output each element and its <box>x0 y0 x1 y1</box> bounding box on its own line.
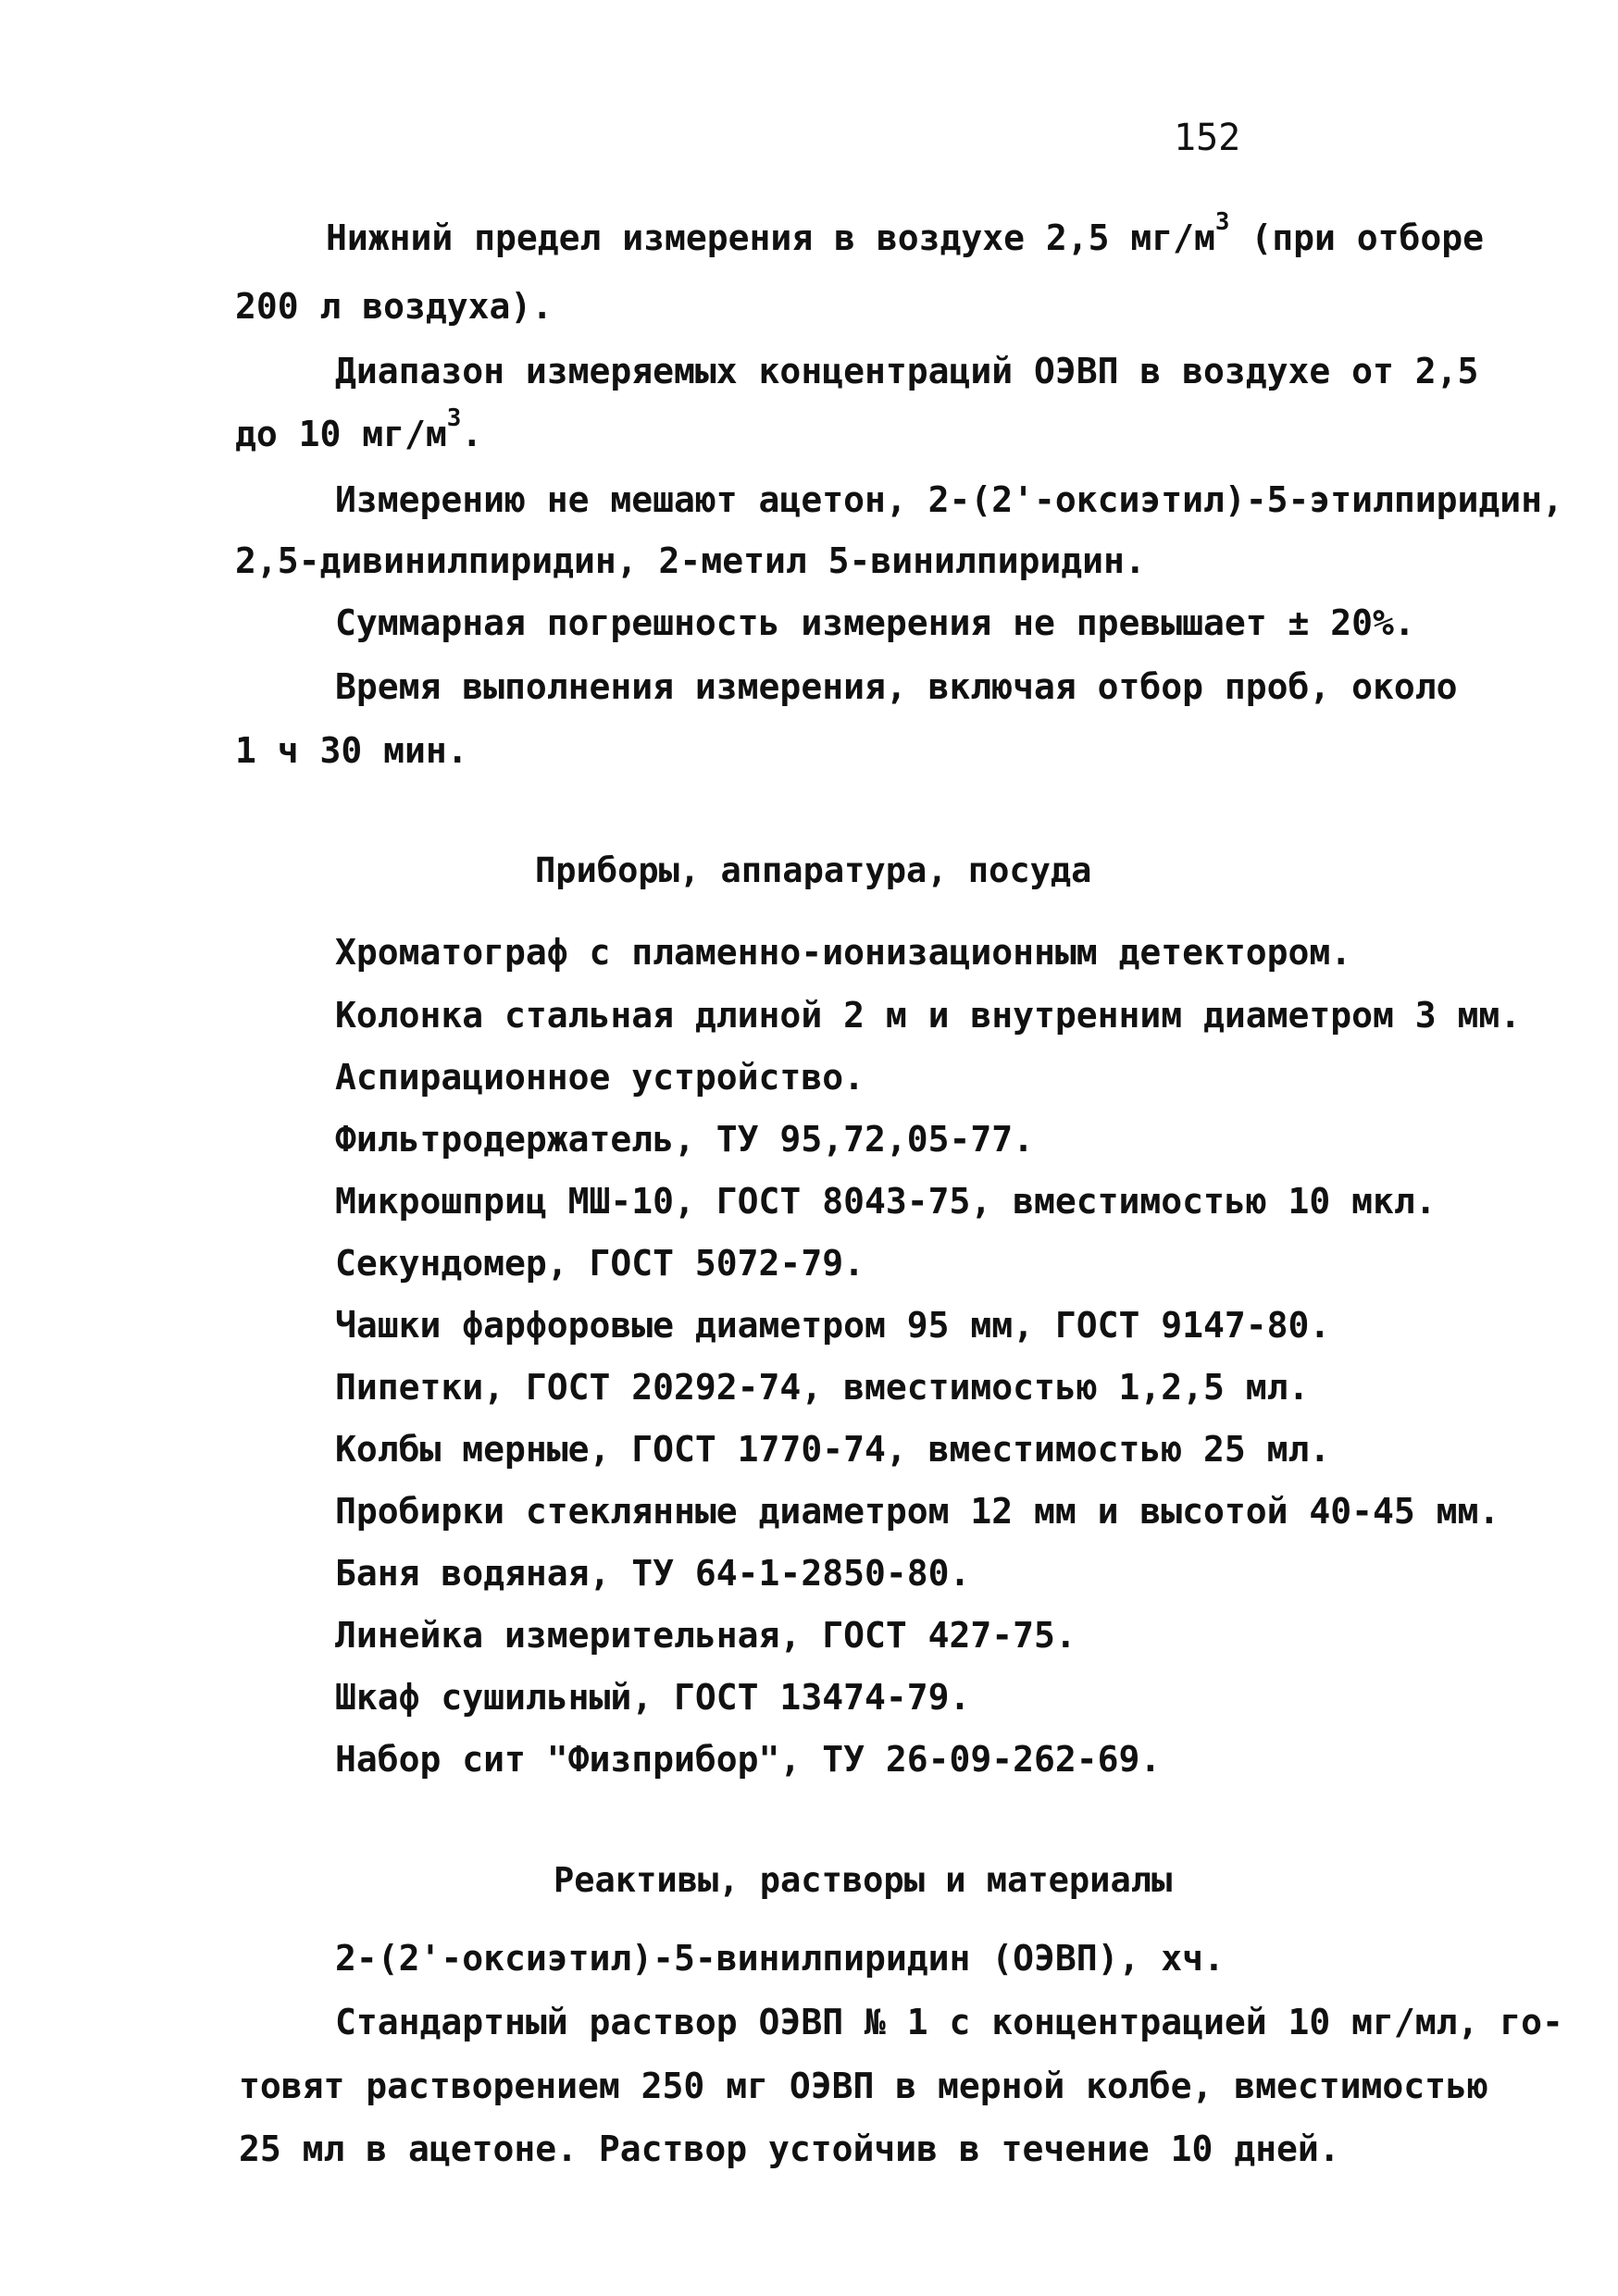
range-text-end: . <box>461 414 483 454</box>
instrument-item: Колбы мерные, ГОСТ 1770-74, вместимостью 25 мл. <box>335 1429 1331 1470</box>
instrument-item: Шкаф сушильный, ГОСТ 13474-79. <box>335 1677 971 1718</box>
instrument-item: Колонка стальная длиной 2 м и внутренним диаметром 3 мм. <box>335 995 1522 1036</box>
instrument-item: Линейка измерительная, ГОСТ 427-75. <box>335 1615 1077 1656</box>
standard-solution-line-2: товят растворением 250 мг ОЭВП в мерной колбе, вместимостью <box>239 2066 1488 2106</box>
range-superscript: 3 <box>446 404 462 433</box>
instruments-heading: Приборы, аппаратура, посуда <box>535 850 1092 890</box>
instrument-item: Пипетки, ГОСТ 20292-74, вместимостью 1,2,5 мл. <box>335 1367 1310 1408</box>
instrument-item: Секундомер, ГОСТ 5072-79. <box>335 1243 865 1284</box>
range-line-2 <box>235 404 483 454</box>
detection-limit-line-2: 200 л воздуха). <box>235 286 554 327</box>
standard-solution-line-3: 25 мл в ацетоне. Раствор устойчив в течение 10 дней. <box>239 2128 1340 2169</box>
instrument-item: Микрошприц МШ-10, ГОСТ 8043-75, вместимостью 10 мкл. <box>335 1181 1437 1222</box>
instrument-item: Чашки фарфоровые диаметром 95 мм, ГОСТ 9147-80. <box>335 1305 1331 1346</box>
interference-line-2: 2,5-дивинилпиридин, 2-метил 5-винилпиридин. <box>235 540 1146 581</box>
standard-solution-line-1: Стандартный раствор ОЭВП № 1 с концентрацией 10 мг/мл, го- <box>335 2002 1563 2042</box>
range-line-1: Диапазон измеряемых концентраций ОЭВП в воздухе от 2,5 <box>335 351 1479 391</box>
detection-limit-text: Нижний предел измерения в воздухе 2,5 мг/м <box>326 217 1215 258</box>
detection-limit-text-end: (при отборе <box>1229 217 1484 258</box>
range-text: до 10 мг/м <box>235 414 447 454</box>
duration-line-1: Время выполнения измерения, включая отбор проб, около <box>335 666 1458 707</box>
instrument-item: Хроматограф с пламенно-ионизационным детектором. <box>335 932 1352 973</box>
duration-line-2: 1 ч 30 мин. <box>235 730 468 771</box>
detection-limit-superscript: 3 <box>1214 208 1230 237</box>
error-line: Суммарная погрешность измерения не превышает ± 20%. <box>335 602 1415 643</box>
instrument-item: Баня водяная, ТУ 64-1-2850-80. <box>335 1553 971 1594</box>
instrument-item: Фильтродержатель, ТУ 95,72,05-77. <box>335 1119 1034 1160</box>
instrument-item: Пробирки стеклянные диаметром 12 мм и высотой 40-45 мм. <box>335 1491 1500 1532</box>
detection-limit-line-1 <box>326 208 1484 258</box>
reagents-heading: Реактивы, растворы и материалы <box>554 1860 1173 1900</box>
page-number: 152 <box>1174 117 1241 159</box>
instrument-item: Аспирационное устройство. <box>335 1057 865 1098</box>
interference-line-1: Измерению не мешают ацетон, 2-(2'-оксиэтил)-5-этилпиридин, <box>335 479 1563 520</box>
instrument-item: Набор сит "Физприбор", ТУ 26-09-262-69. <box>335 1739 1162 1780</box>
reagent-item: 2-(2'-оксиэтил)-5-винилпиридин (ОЭВП), хч. <box>335 1938 1225 1979</box>
